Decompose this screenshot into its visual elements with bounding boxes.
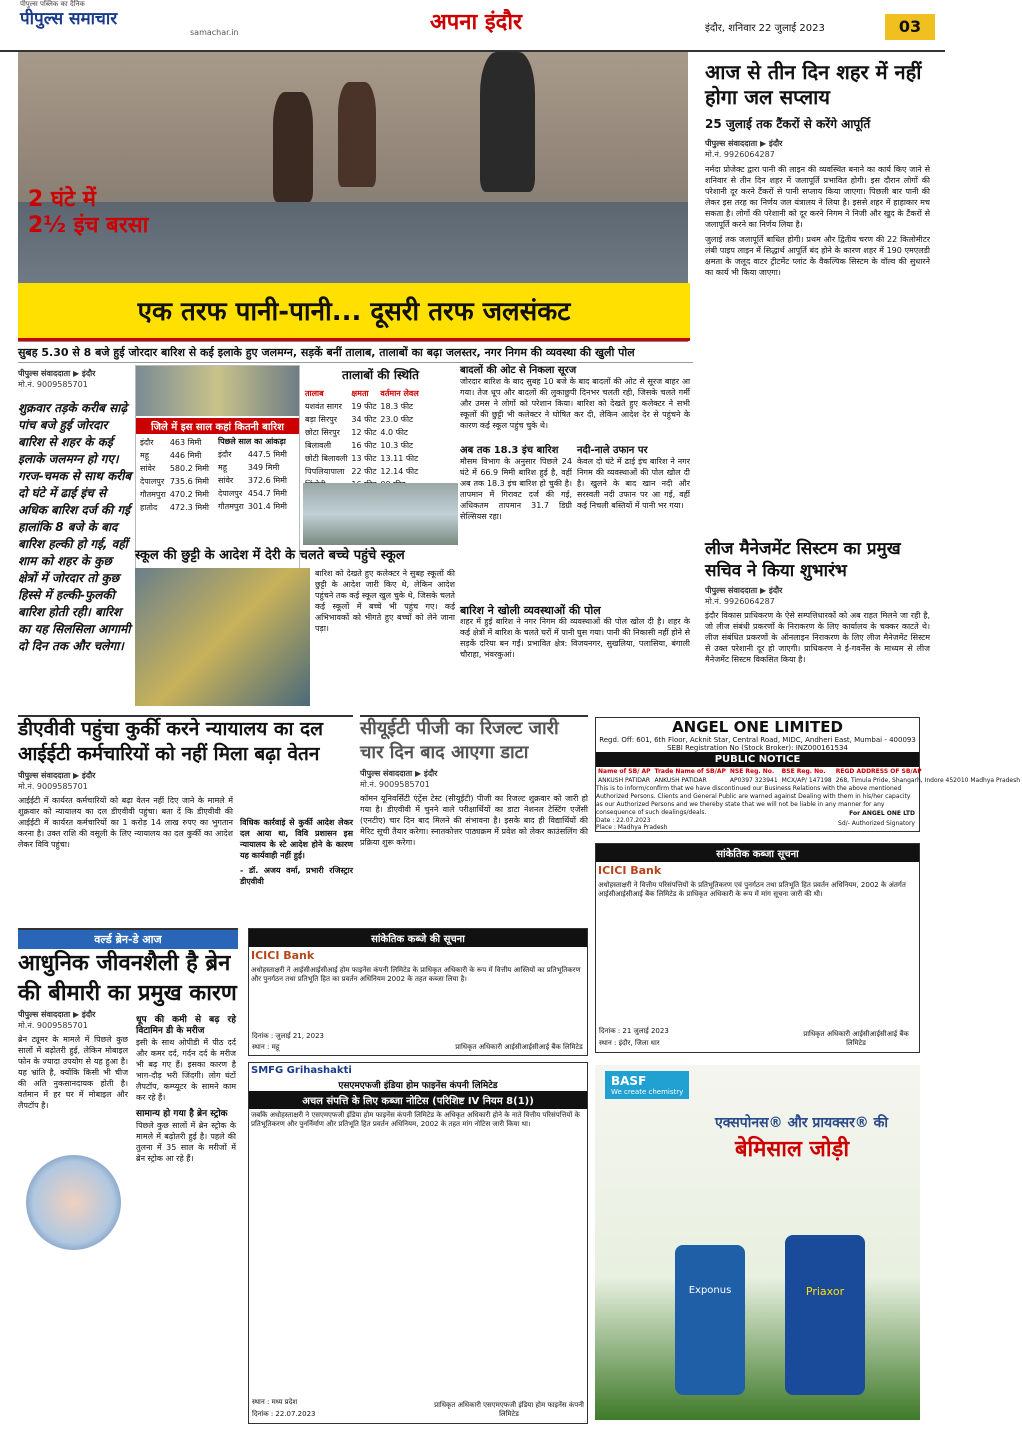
rain-total-box: अब तक 18.3 इंच बारिश मौसम विभाग के अनुसार पिछले 24 घंटे में 66.9 मिमी बारिश हुई है, वहीं अब तक 18.3 इंच बारिश हो चुकी है। तापमान में गिरावट दर्ज की गई, अधिकतम तापमान 31.7 डिग्री सेल्सियस रहा। [460, 445, 572, 521]
last-year-row: गौतमपुरा 301.4 मिमी [218, 502, 287, 511]
dav-story: डीएवीवी पहुंचा कुर्की करने न्यायालय का दल आईईटी कर्मचारियों को नहीं मिला बढ़ा वेतन पीपुल्स संवाददाता ▶ इंदौर मो.नं. 9009585701 आईईटी में कार्यरत कर्मचारियों को बढ़ा वेतन नहीं दिए जाने के मामले में शुक्रवार को न्यायालय का दल डीएवीवी पहुंचा। बता दें कि डीएवीवी की आईईटी में कार्यरत कर्मचारियों का 1 करोड़ 14 लाख रुपए का भुगतान करना है। उक्त राशि की वसूली के लिए न्यायालय का दल कुर्की का आदेश लेकर विवि पहुंचा। विधिक कार्रवाई से कुर्की आदेश लेकर दल आया था, विवि प्रशासन इस न्यायालय के स्टे आदेश होने के कारण यह कार्यवाही नहीं हुई। - डॉ. अजय वर्मा, प्रभारी रजिस्ट्रार डीएवीवी [18, 715, 353, 925]
rain-callout: 2 घंटे में 2½ इंच बरसा [28, 187, 149, 238]
last-year-title: पिछले साल का आंकड़ा [218, 437, 286, 446]
water-subtitle: 25 जुलाई तक टैंकरों से करेंगे आपूर्ति [705, 117, 871, 131]
rain-row: इंदौर 463 मिमी [140, 438, 202, 447]
dav-quote: विधिक कार्रवाई से कुर्की आदेश लेकर दल आया था, विवि प्रशासन इस न्यायालय के स्टे आदेश होने के कारण यह कार्यवाही नहीं हुई। - डॉ. अजय वर्मा, प्रभारी रजिस्ट्रार डीएवीवी [240, 818, 353, 886]
deck: सुबह 5.30 से 8 बजे हुई जोरदार बारिश से कई इलाके हुए जलमग्न, सड़कें बनीं तालाब, तालाबों का बढ़ा जलस्तर, नगर निगम की व्यवस्था की खुली पोल [18, 343, 693, 363]
lake-header: वर्तमान लेवल [380, 389, 419, 398]
rain-row: गौतमपुरा 470.2 मिमी [140, 490, 209, 499]
lake-row: बड़ा सिरपुर 34 फीट 23.0 फीट [305, 415, 414, 424]
dav-title: डीएवीवी पहुंचा कुर्की करने न्यायालय का दल आईईटी कर्मचारियों को नहीं मिला बढ़ा वेतन [18, 718, 324, 765]
angel-header: Trade Name of SB/AP [654, 768, 726, 775]
vitamin-d-box: धूप की कमी से बढ़ रहे विटामिन डी के मरीज इसी के साथ ओपीडी में पीठ दर्द और कमर दर्द, गर्दन दर्द के मरीज भी बढ़ गए हैं। इसका कारण है भाग-दौड़ भरी जिंदगी। लोग घंटों लैपटॉप, कम्प्यूटर के सामने काम कर रहे हैं। सामान्य हो गया है ब्रेन स्ट्रोक पिछले कुछ सालों में ब्रेन स्ट्रोक के मामले में बढ़ोतरी हुई है। पहले की तुलना में 35 साल के मरीजों में ब्रेन स्ट्रोक आ रहे हैं। [136, 1015, 236, 1163]
angel-header: BSE Reg. No. [781, 768, 826, 775]
rain-row: देपालपुर 735.6 मिमी [140, 477, 209, 486]
exposed-story: बारिश ने खोली व्यवस्थाओं की पोल शहर में हुई बारिश ने नगर निगम की व्यवस्थाओं की पोल खोल दी है। शहर के कई क्षेत्रों में बारिश के चलते घरों में पानी घुस गया। पानी की निकासी नहीं होने से सड़कें दरिया बन गईं। प्रभावित क्षेत्र: विजयनगर, सुखलिया, पलासिया, बंगाली चौराहा, भंवरकुआं। [460, 604, 690, 659]
tagline: पीपुल्स पब्लिक का दैनिक [20, 0, 85, 8]
lakes-title: तालाबों की स्थिति [342, 368, 419, 382]
water-story: आज से तीन दिन शहर में नहीं होगा जल सप्लाय 25 जुलाई तक टैंकरों से करेंगे आपूर्ति पीपुल्स संवाददाता ▶ इंदौर मो.नं. 9926064287 नर्मदा प्रोजेक्ट द्वारा पानी की लाइन की व्यवस्थित बनाने का कार्य किए जाने से शनिवार से तीन दिन शहर में जलापूर्ति प्रभावित होगी। इस दौरान लोगों की परेशानी दूर करने टैंकरों से पानी सप्लाय किया जाएगा। पिछली बार पानी की लेकर इस तरह का निर्णय जल यंत्रालय ने लिया है। इससे शहर में हाहाकार मच सकता है। लोगों की परेशानी को दूर करने निगम ने निजी और खुद के टैंकरों से जलापूर्ति करने का निर्णय लिया है। जुलाई तक जलापूर्ति बाधित होगी। प्रथम और द्वितीय चरण की 22 किलोमीटर लंबी पाइप लाइन में सिद्धार्थ आपूर्ति बंद होने के कारण शहर में 190 एमएलडी क्षमता के जलूद वाटर ट्रीटमेंट प्लांट के वैकल्पिक सिस्टम के वॉल्व की सुधारने का कार्य भी किया जाएगा। [705, 60, 930, 277]
headline-banner: एक तरफ पानी-पानी... दूसरी तरफ जलसंकट [18, 283, 690, 341]
lake-header: तालाब [305, 389, 324, 398]
last-year-row: इंदौर 447.5 मिमी [218, 450, 287, 459]
basf-logo: BASF We create chemistry [605, 1071, 689, 1099]
last-year-row: महू 349 मिमी [218, 463, 280, 472]
angel-cell: 268, Timula Pride, Shangarh, Indore 452010 Madhya Pradesh [835, 777, 1021, 784]
basf-ad: BASF We create chemistry एक्सपोनस® और प्रायक्सर® की बेमिसाल जोड़ी Exponus Priaxor [595, 1065, 920, 1420]
masthead [0, 0, 945, 52]
school-story: स्कूल की छुट्टी के आदेश में देरी के चलते बच्चे पहुंचे स्कूल बारिश को देखते हुए कलेक्टर ने सुबह स्कूलों की छुट्टी के आदेश जारी किए थे, लेकिन आदेश पहुंचने तक कई स्कूल खुल चुके थे, जिसके चलते कई स्कूलों में बच्चे भी पहुंच गए। कई अभिभावकों को भीगते हुए बच्चों को लेने जाना पड़ा। [135, 548, 455, 708]
dateline: इंदौर, शनिवार 22 जुलाई 2023 [705, 23, 825, 34]
lakes-box [303, 365, 458, 545]
rain-row: हातोद 472.3 मिमी [140, 503, 209, 512]
logo: पीपुल्स समाचार [20, 9, 118, 29]
lake-row: छोटी बिलावली 13 फीट 13.11 फीट [305, 454, 419, 463]
page-number: 03 [885, 14, 935, 40]
lake-row: छोटा सिरपुर 12 फीट 4.0 फीट [305, 428, 408, 437]
lake-row: यशवंत सागर 19 फीट 18.3 फीट [305, 402, 414, 411]
angel-one-notice: ANGEL ONE LIMITED Regd. Off: 601, 6th Floor, Acknit Star, Central Road, MIDC, Andheri East, Mumbai - 400093 SEBI Registration No (Stock Broker): INZ000161534 PUBLIC NOTICE Name of SB/ AP Trade Name of SB/AP NSE Reg. No. BSE Reg. No. REGD ADDRESS OF SB/AP ANKUSH PATIDAR ANKUSH PATIDAR AP0397 323941 MCX/AP/ 147198 268, Timula Pride, Shangarh, Indore 452010 Madhya Pradesh This is to inform/confirm that we have discontinued our Business Relations with the above mentioned Authorized Persons. Clients and General Public are warned against Dealing with them in his/her capacity as our Authorized Persons and we thereby state that we will not be liable in any manner for any consequence of such dealings/deals. Date : 22.07.2023 Place : Madhya Pradesh For ANGEL ONE LTD Sd/- Authorized Signatory [596, 718, 1021, 831]
cuet-title: सीयूईटी पीजी का रिजल्ट जारी चार दिन बाद आएगा डाटा [360, 718, 559, 763]
brain-illustration [26, 1155, 121, 1250]
last-year-row: सांवेर 372.6 मिमी [218, 476, 287, 485]
lease-story: लीज मैनेजमेंट सिस्टम का प्रमुख सचिव ने किया शुभारंभ पीपुल्स संवाददाता ▶ इंदौर मो.नं. 9926064287 इंदौर विकास प्राधिकरण के ऐसे सम्पत्तिधारकों को अब राहत मिलने जा रही है, जो लीज संबंधी प्रकरणों के निराकरण के लिए कार्यालय के चक्कर काटते थे। लीज संबंधित प्रकरणों के ऑनलाइन निराकरण के लिए लीज मैनेजमेंट सिस्टम से उक्त परेशानी दूर हो जाएगी। प्राधिकरण ने ई-गवर्नेंस के माध्यम से लीज मैनेजमेंट सिस्टम विकसित किया है। [705, 539, 930, 664]
brain-story: वर्ल्ड ब्रेन-डे आज आधुनिक जीवनशैली है ब्रेन की बीमारी का प्रमुख कारण पीपुल्स संवाददाता ▶ इंदौर मो.नं. 9009585701 ब्रेन ट्यूमर के मामले में पिछले कुछ सालों में बढ़ोतरी हुई, लेकिन मोबाइल फोन के ज्यादा उपयोग से यह हुआ है। यह भ्रांति है, क्योंकि किसी भी चीज की अति नुकसानदायक होती है। वर्तमान में हर घर में मोबाइल और लैपटॉप है। धूप की कमी से बढ़ रहे विटामिन डी के मरीज इसी के साथ ओपीडी में पीठ दर्द और कमर दर्द, गर्दन दर्द के मरीज भी बढ़ गए हैं। इसका कारण है भाग-दौड़ भरी जिंदगी। लोग घंटों लैपटॉप, कम्प्यूटर के सामने काम कर रहे हैं। सामान्य हो गया है ब्रेन स्ट्रोक पिछले कुछ सालों में ब्रेन स्ट्रोक के मामले में बढ़ोतरी हुई है। पहले की तुलना में 35 साल के मरीजों में ब्रेन स्ट्रोक आ रहे हैं। [18, 928, 238, 1428]
brain-title: आधुनिक जीवनशैली है ब्रेन की बीमारी का प्रमुख कारण [18, 951, 237, 1006]
icici-notice-2: सांकेतिक कब्जे की सूचना ICICI Bank अधोहस्ताक्षरी ने आईसीआईसीआई होम फाइनेंस कंपनी लिमिटेड के प्राधिकृत अधिकारी के रूप में वित्तीय आस्तियों का प्रतिभूतिकरण और पुनर्गठन तथा प्रतिभूति हित का प्रवर्तन अधिनियम 2002 के तहत कब्जा लिया है। दिनांक : जुलाई 21, 2023 स्थान : महू प्राधिकृत अधिकारी आईसीआईसीआई बैंक लिमिटेड [248, 928, 588, 1056]
street-photo [136, 366, 299, 416]
smfg-notice: SMFG Grihashakti एसएमएफजी इंडिया होम फाइनेंस कंपनी लिमिटेड अचल संपत्ति के लिए कब्जा नोटिस (परिशिष्ट IV नियम 8(1)) जबकि अधोहस्ताक्षरी ने एसएमएफजी इंडिया होम फाइनेंस कंपनी लिमिटेड के अधिकृत अधिकारी होने के नाते वित्तीय परिसंपत्तियों के प्रतिभूतिकरण और पुनर्निर्माण और प्रतिभूति हित प्रवर्तन अधिनियम, 2002 के तहत मांग नोटिस जारी किया था। स्थान : मध्य प्रदेश दिनांक : 22.07.2023 प्राधिकृत अधिकारी एसएमएफजी इंडिया होम फाइनेंस कंपनी लिमिटेड [248, 1062, 588, 1424]
lake-row: बिलावली 16 फीट 10.3 फीट [305, 441, 414, 450]
lease-title: लीज मैनेजमेंट सिस्टम का प्रमुख सचिव ने किया शुभारंभ [705, 539, 901, 581]
angel-cell: ANKUSH PATIDAR [598, 777, 651, 784]
last-year-row: देपालपुर 454.7 मिमी [218, 489, 287, 498]
dam-photo [303, 483, 458, 545]
rain-last-year-table [216, 448, 289, 513]
angel-cell: AP0397 323941 [729, 777, 778, 784]
website: samachar.in [190, 28, 239, 37]
angel-cell: MCX/AP/ 147198 [781, 777, 832, 784]
priaxor-bottle: Priaxor [785, 1235, 865, 1395]
water-title: आज से तीन दिन शहर में नहीं होगा जल सप्लाय [705, 60, 922, 109]
drain-box: नदी-नाले उफान पर केवल दो घंटे में ढाई इंच बारिश ने नगर निगम की व्यवस्थाओं की पोल खोल दी है। खुलने के बाद खान नदी और सरस्वती नदी उफान पर आ गई, वहीं कई निचली बस्तियों में पानी भर गया। [577, 445, 690, 510]
section-title: अपना इंदौर [430, 10, 523, 35]
lead-byline: पीपुल्स संवाददाता ▶ इंदौर मो.नं. 9009585701 [18, 369, 96, 389]
lakes-table [303, 387, 421, 491]
lead-intro: शुक्रवार तड़के करीब साढ़े पांच बजे हुई जोरदार बारिश से शहर के कई इलाके जलमग्न हो गए। गरज-चमक से साथ करीब दो घंटे में ढाई इंच से अधिक बारिश दर्ज की गई हालांकि 8 बजे के बाद बारिश हल्की हो गई, वहीं शाम को शहर के कुछ क्षेत्रों में जोरदार तो कुछ हिस्से में हल्की-फुलकी बारिश होती रही। बारिश का यह सिलसिला आगामी दो दिन तक और चलेगा। [18, 401, 132, 653]
lake-row: पिपलियापाला 22 फीट 12.14 फीट [305, 467, 419, 476]
angel-header: Name of SB/ AP [598, 768, 651, 775]
icici-notice-1: सांकेतिक कब्जा सूचना ICICI Bank अधोहस्ताक्षरी ने वित्तीय परिसंपत्तियों के प्रतिभूतिकरण एवं पुनर्गठन तथा प्रतिभूति हित प्रवर्तन अधिनियम, 2002 के अंतर्गत आईसीआईसीआई बैंक लिमिटेड के प्राधिकृत अधिकारी के रूप में मांग सूचना जारी की थी। दिनांक : 21 जुलाई 2023 स्थान : इंदौर, जिला धार प्राधिकृत अधिकारी आईसीआईसीआई बैंक लिमिटेड [595, 843, 920, 1053]
clouds-story: बादलों की ओट से निकला सूरज जोरदार बारिश के बाद सुबह 10 बजे के बाद बादलों की ओट से सूरज बाहर आ गया। तेज धूप और बादलों की लुकाछुपी दिनभर चलती रही, जिसके चलते गर्मी और उमस ने लोगों को परेशान किया। बारिश को देखते हुए कलेक्टर ने सभी स्कूलों की छुट्टी भी कलेक्टर ने घोषित कर दी, लेकिन आदेश देर से पहुंचने के कारण कई स्कूल पहुंच चुके थे। [460, 365, 690, 430]
cuet-story: सीयूईटी पीजी का रिजल्ट जारी चार दिन बाद आएगा डाटा पीपुल्स संवाददाता ▶ इंदौर मो.नं. 9009585701 कॉमन यूनिवर्सिटी एंट्रेंस टेस्ट (सीयूईटी) पीजी का रिजल्ट शुक्रवार को जारी हो गया है। डीएवीवी में चुनने वाले परीक्षार्थियों का डाटा नेशनल टेस्टिंग एजेंसी (एनटीए) चार दिन बाद मिलने की संभावना है। इसके बाद ही विद्यार्थियों की मेरिट सूची तैयार करेगा। स्नातकोत्तर पाठ्यक्रम में प्रवेश को लेकर काउंसलिंग की प्रक्रिया शुरू करेगा। [360, 715, 588, 925]
rain-row: महू 446 मिमी [140, 451, 202, 460]
rain-row: सांवेर 580.2 मिमी [140, 464, 209, 473]
rain-stats-title: जिले में इस साल कहां कितनी बारिश [136, 418, 299, 434]
angel-cell: ANKUSH PATIDAR [654, 777, 707, 784]
exponus-bottle: Exponus [675, 1245, 745, 1395]
angel-header: NSE Reg. No. [729, 768, 775, 775]
rain-this-year-table [138, 436, 211, 514]
school-photo [135, 568, 310, 706]
rain-stats-box [135, 365, 300, 575]
angel-header: REGD ADDRESS OF SB/AP [835, 768, 922, 775]
lake-header: क्षमता [351, 389, 369, 398]
